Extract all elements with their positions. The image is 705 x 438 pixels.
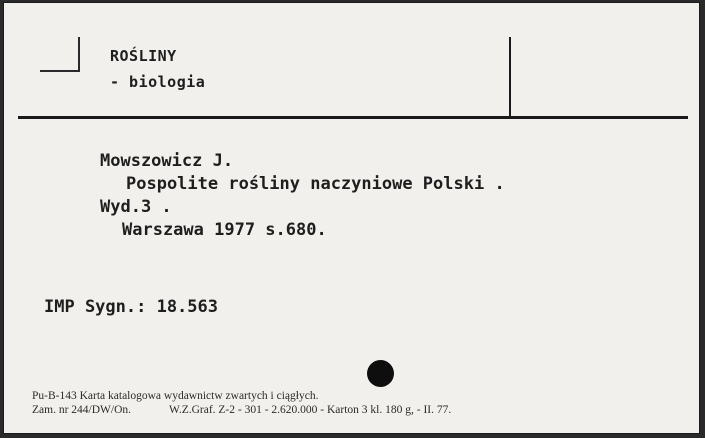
punch-hole [367,360,394,387]
entry-author: Mowszowicz J. [100,151,234,171]
subject-subheading: - biologia [110,73,206,91]
footer-line-2 [32,404,451,416]
entry-edition: Wyd.3 . [100,197,172,217]
entry-publication: Warszawa 1977 s.680. [122,220,327,240]
header-vertical-rule [509,37,511,117]
footer-order-number: Zam. nr 244/DW/On. [32,404,132,416]
subject-heading: ROŚLINY [110,47,177,65]
call-number: IMP Sygn.: 18.563 [44,297,218,317]
footer-printer-info: W.Z.Graf. Z-2 - 301 - 2.620.000 - Karton 3 kl. 180 g, - II. 77. [169,404,452,416]
footer-line-1: Pu-B-143 Karta katalogowa wydawnictw zwartych i ciągłych. [32,390,319,402]
entry-title: Pospolite rośliny naczyniowe Polski . [126,174,505,194]
catalog-card [3,2,700,434]
header-horizontal-rule [18,116,688,119]
corner-mark-vertical [78,37,80,72]
corner-mark-horizontal [40,70,78,72]
